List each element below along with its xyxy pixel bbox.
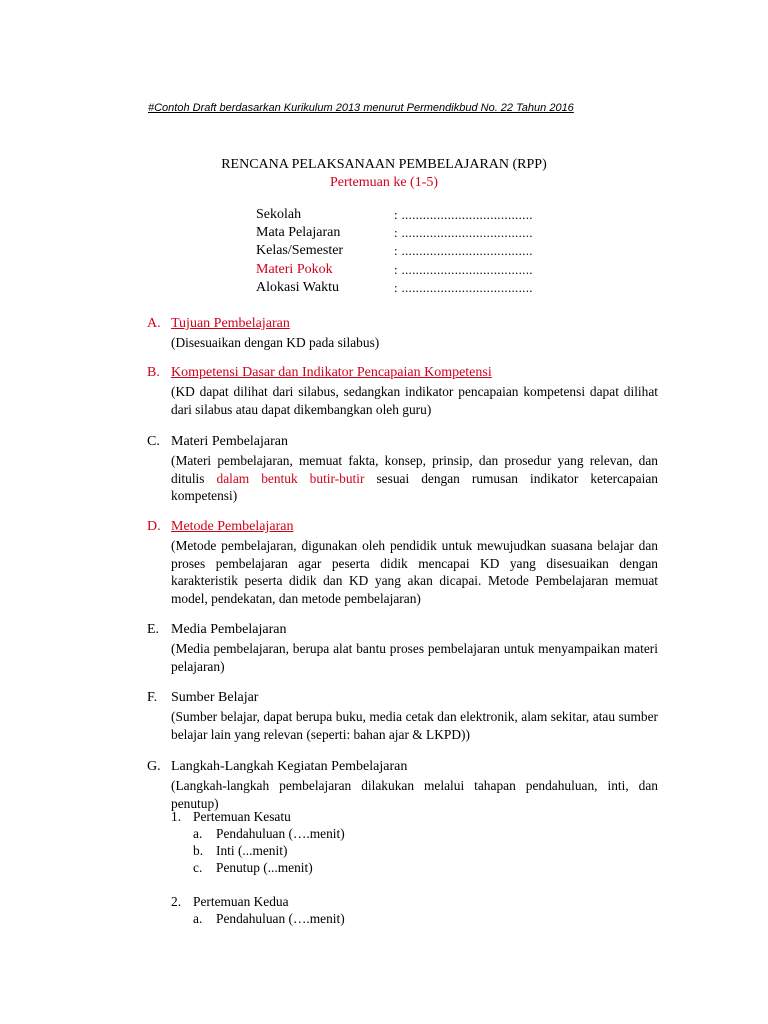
section-f (147, 690, 658, 743)
section-title: Media Pembelajaran (171, 622, 287, 637)
section-d (147, 519, 658, 607)
section-body: (Sumber belajar, dapat berupa buku, media cetak dan elektronik, alam sekitar, atau sumber belajar lain yang relevan (seperti: bahan ajar & LKPD)) (171, 709, 658, 742)
section-body: (Langkah-langkah pembelajaran dilakukan melalui tahapan pendahuluan, inti, dan penutup) (171, 778, 658, 811)
step-text: Pendahuluan (….menit) (216, 911, 345, 926)
draft-note: #Contoh Draft berdasarkan Kurikulum 2013 menurut Permendikbud No. 22 Tahun 2016 (148, 102, 574, 114)
step-letter: c. (193, 860, 203, 875)
section-g (147, 759, 658, 812)
section-c (147, 434, 658, 505)
identity-label: Kelas/Semester (256, 243, 344, 258)
section-letter: A. (147, 316, 161, 331)
section-title: Kompetensi Dasar dan Indikator Pencapaian Kompetensi (171, 365, 492, 380)
section-body-text: (Materi pembelajaran, memuat fakta, konsep, prinsip, dan prosedur yang relevan, dan ditulis (171, 453, 658, 486)
identity-label: Sekolah (256, 207, 302, 222)
section-letter: G. (147, 759, 161, 774)
section-body: (Metode pembelajaran, digunakan oleh pendidik untuk mewujudkan suasana belajar dan proses pembelajaran agar peserta didik mencapai KD yang disesuaikan dengan karakteristik peserta didik dan KD yang akan dicapai. Metode Pembelajaran memuat model, pendekatan, dan metode pembelajaran) (171, 538, 658, 606)
section-body (171, 452, 658, 505)
section-title: Sumber Belajar (171, 690, 259, 705)
section-letter: B. (147, 365, 160, 380)
section-a (147, 316, 658, 352)
section-body-highlight: dalam bentuk butir-butir (216, 470, 365, 486)
section-body-text: sesuai dengan rumusan indikator ketercapaian kompetensi) (171, 470, 658, 503)
identity-label: Materi Pokok (256, 262, 333, 277)
step-text: Inti (...menit) (216, 843, 288, 858)
identity-value: : ..................................... (394, 243, 533, 258)
section-body: (Media pembelajaran, berupa alat bantu proses pembelajaran untuk menyampaikan materi pelajaran) (171, 641, 658, 674)
document-subtitle: Pertemuan ke (1-5) (329, 175, 439, 190)
section-title: Metode Pembelajaran (171, 519, 294, 534)
identity-value: : ..................................... (394, 280, 533, 295)
document-title: RENCANA PELAKSANAAN PEMBELAJARAN (RPP) (221, 157, 547, 172)
section-title: Langkah-Langkah Kegiatan Pembelajaran (171, 759, 408, 774)
step-letter: a. (193, 911, 203, 926)
identity-value: : ..................................... (394, 225, 533, 240)
section-body: (KD dapat dilihat dari silabus, sedangkan indikator pencapaian kompetensi dapat dilihat dari silabus atau dapat dikembangkan oleh guru) (171, 384, 658, 417)
meeting-number: 2. (171, 894, 182, 909)
identity-value: : ..................................... (394, 262, 533, 277)
step-text: Penutup (...menit) (216, 860, 313, 875)
section-letter: D. (147, 519, 161, 534)
step-letter: b. (193, 843, 204, 858)
identity-label: Mata Pelajaran (256, 225, 341, 240)
meeting-number: 1. (171, 809, 182, 824)
section-letter: E. (147, 622, 160, 637)
identity-value: : ..................................... (394, 207, 533, 222)
section-letter: F. (147, 690, 158, 705)
section-letter: C. (147, 434, 160, 449)
meeting-title: Pertemuan Kedua (193, 894, 289, 909)
step-text: Pendahuluan (….menit) (216, 826, 345, 841)
section-e (147, 622, 658, 675)
section-body: (Disesuaikan dengan KD pada silabus) (171, 335, 380, 350)
section-title: Materi Pembelajaran (171, 434, 289, 449)
step-letter: a. (193, 826, 203, 841)
section-title: Tujuan Pembelajaran (171, 316, 290, 331)
meeting-title: Pertemuan Kesatu (193, 809, 291, 824)
identity-label: Alokasi Waktu (256, 280, 339, 295)
section-b (147, 365, 658, 418)
